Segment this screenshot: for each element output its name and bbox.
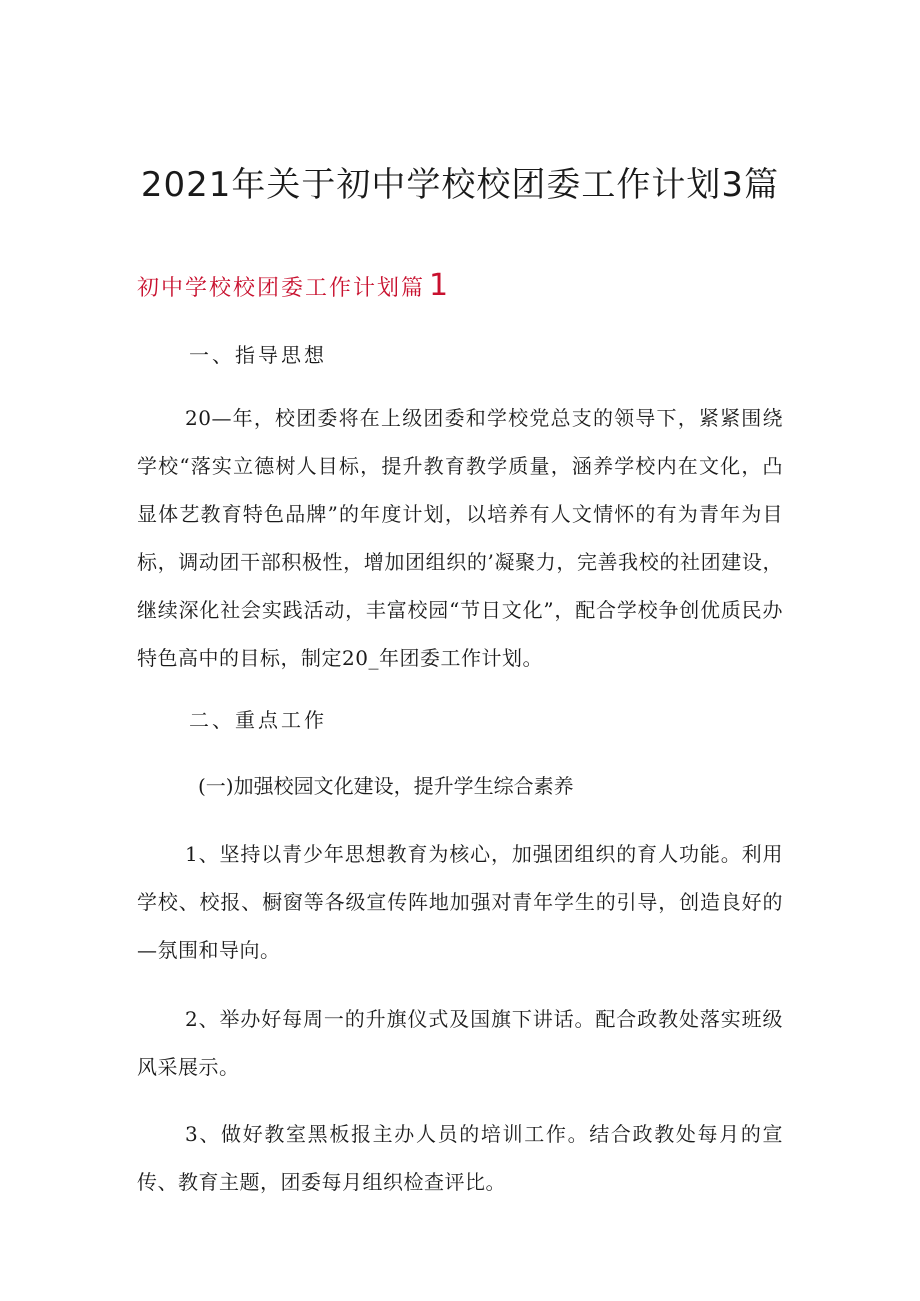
section-title-text: 初中学校校团委工作计划篇	[137, 276, 426, 301]
paragraph-item-3: 3、做好教室黑板报主办人员的培训工作。结合政教处每月的宣传、教育主题，团委每月组织检查评比。	[137, 1122, 783, 1194]
document-title: 2021年关于初中学校校团委工作计划3篇	[140, 165, 780, 205]
heading-guiding-thought: 一、指导思想	[189, 343, 327, 367]
section-title-number: 1	[429, 268, 451, 303]
section-title	[137, 266, 450, 309]
paragraph-intro: 20—年，校团委将在上级团委和学校党总支的领导下，紧紧围绕学校“落实立德树人目标，提升教育教学质量，涵养学校内在文化，凸显体艺教育特色品牌”的年度计划，以培养有人文情怀的有为青年为目标，调动团干部积极性，增加团组织的’凝聚力，完善我校的社团建设，继续深化社会实践活动，丰富校园“节日文化”，配合学校争创优质民办特色高中的目标，制定20_年团委工作计划。	[137, 406, 783, 670]
paragraph-item-1: 1、坚持以青少年思想教育为核心，加强团组织的育人功能。利用学校、校报、橱窗等各级宣传阵地加强对青年学生的引导，创造良好的—氛围和导向。	[137, 842, 783, 962]
paragraph-item-2: 2、举办好每周一的升旗仪式及国旗下讲话。配合政教处落实班级风采展示。	[137, 1007, 783, 1079]
heading-key-work: 二、重点工作	[189, 708, 327, 732]
subheading-campus-culture: (一)加强校园文化建设，提升学生综合素养	[198, 774, 574, 798]
